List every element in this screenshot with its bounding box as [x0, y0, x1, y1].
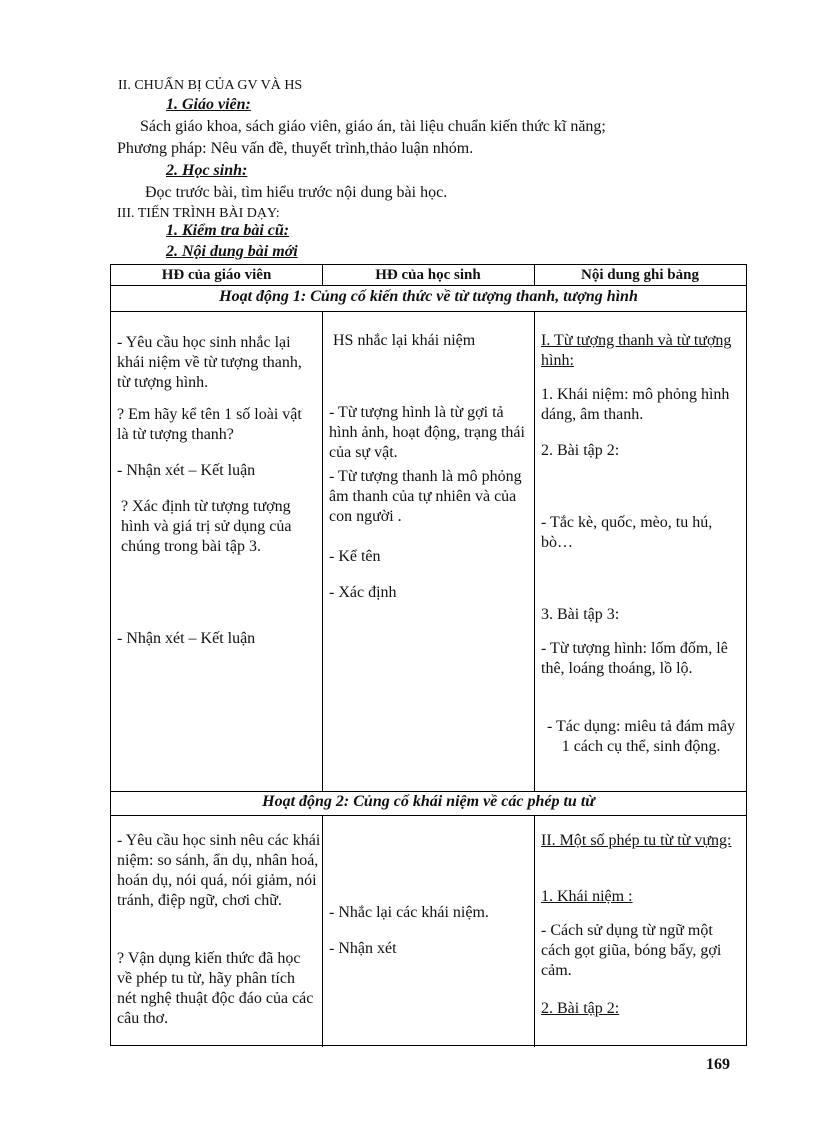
a2-teacher-item: ? Vận dụng kiến thức đã học về phép tu từ, hãy phân tích nét nghệ thuật độc đáo của các câu thơ.	[117, 950, 314, 1027]
a1-notes-item: I. Từ tượng thanh và từ tượng hình:	[541, 332, 732, 369]
column-divider	[322, 815, 323, 1047]
teacher-method-text: Phương pháp: Nêu vấn đề, thuyết trình,thảo luận nhóm.	[117, 140, 474, 157]
a1-teacher-item: - Nhận xét – Kết luận	[117, 462, 256, 479]
a2-student-item: - Nhận xét	[329, 940, 397, 957]
row-divider	[111, 791, 746, 792]
page-number: 169	[706, 1056, 730, 1073]
a1-teacher-item: - Yêu cầu học sinh nhắc lại khái niệm về từ tượng thanh, từ tượng hình.	[117, 334, 302, 391]
student-prep-text: Đọc trước bài, tìm hiểu trước nội dung bài học.	[145, 184, 448, 201]
a1-notes-item: - Tác dụng: miêu tả đám mây 1 cách cụ thể, sinh động.	[546, 718, 736, 755]
row-divider	[111, 285, 746, 286]
lesson-table	[110, 264, 747, 1046]
row-divider	[111, 311, 746, 312]
header-notes: Nội dung ghi bảng	[581, 267, 699, 283]
teacher-heading: 1. Giáo viên:	[166, 96, 251, 113]
a1-notes-item: - Tắc kè, quốc, mèo, tu hú, bò…	[541, 514, 713, 551]
a1-student-item: HS nhắc lại khái niệm	[333, 332, 476, 349]
a2-notes-item: II. Một số phép tu từ từ vựng:	[541, 832, 732, 849]
activity-2-title: Hoạt động 2: Củng cố khái niệm về các phép tu từ	[262, 793, 595, 810]
a1-teacher-item: - Nhận xét – Kết luận	[117, 630, 256, 647]
a1-notes-item: 3. Bài tập 3:	[541, 606, 620, 623]
a2-student-item: - Nhắc lại các khái niệm.	[329, 904, 489, 921]
a1-teacher-item: ? Xác định từ tượng tượng hình và giá trị sử dụng của chúng trong bài tập 3.	[121, 498, 292, 555]
process-heading: III. TIẾN TRÌNH BÀI DẠY:	[117, 206, 280, 221]
row-divider	[111, 815, 746, 816]
header-teacher: HĐ của giáo viên	[161, 267, 272, 283]
column-divider	[534, 815, 535, 1047]
a1-notes-item: 1. Khái niệm: mô phỏng hình dáng, âm thanh.	[541, 386, 730, 423]
teacher-materials-text: Sách giáo khoa, sách giáo viên, giáo án, tài liệu chuẩn kiến thức kĩ năng;	[140, 118, 606, 135]
header-student: HĐ của học sinh	[375, 267, 481, 283]
prep-heading: II. CHUẨN BỊ CỦA GV VÀ HS	[118, 78, 303, 93]
check-old-lesson-heading: 1. Kiểm tra bài cũ:	[166, 222, 290, 239]
a2-notes-item: - Cách sử dụng từ ngữ một cách gọt giũa, bóng bẩy, gợi cảm.	[541, 922, 722, 979]
a1-teacher-item: ? Em hãy kể tên 1 số loài vật là từ tượng thanh?	[117, 406, 302, 443]
a2-notes-item: 2. Bài tập 2:	[541, 1000, 620, 1017]
a1-student-item: - Kể tên	[329, 548, 381, 565]
a1-student-item: - Từ tượng hình là từ gợi tả hình ảnh, hoạt động, trạng thái của sự vật.	[329, 404, 525, 461]
student-heading: 2. Học sinh:	[166, 162, 248, 179]
a2-notes-item: 1. Khái niệm :	[541, 888, 633, 905]
a2-teacher-item: - Yêu cầu học sinh nêu các khái niệm: so sánh, ẩn dụ, nhân hoá, hoán dụ, nói quá, nói giảm, nói tránh, điệp ngữ, chơi chữ.	[117, 832, 321, 909]
column-divider	[322, 311, 323, 791]
a1-student-item: - Từ tượng thanh là mô phỏng âm thanh của tự nhiên và của con người .	[329, 468, 522, 525]
new-lesson-heading: 2. Nội dung bài mới	[166, 243, 298, 260]
activity-1-title: Hoạt động 1: Củng cố kiến thức về từ tượng thanh, tượng hình	[219, 288, 638, 305]
a1-student-item: - Xác định	[329, 584, 397, 601]
a1-notes-item: - Từ tượng hình: lốm đốm, lê thê, loáng thoáng, lồ lộ.	[541, 640, 728, 677]
a1-notes-item: 2. Bài tập 2:	[541, 442, 620, 459]
column-divider	[534, 311, 535, 791]
